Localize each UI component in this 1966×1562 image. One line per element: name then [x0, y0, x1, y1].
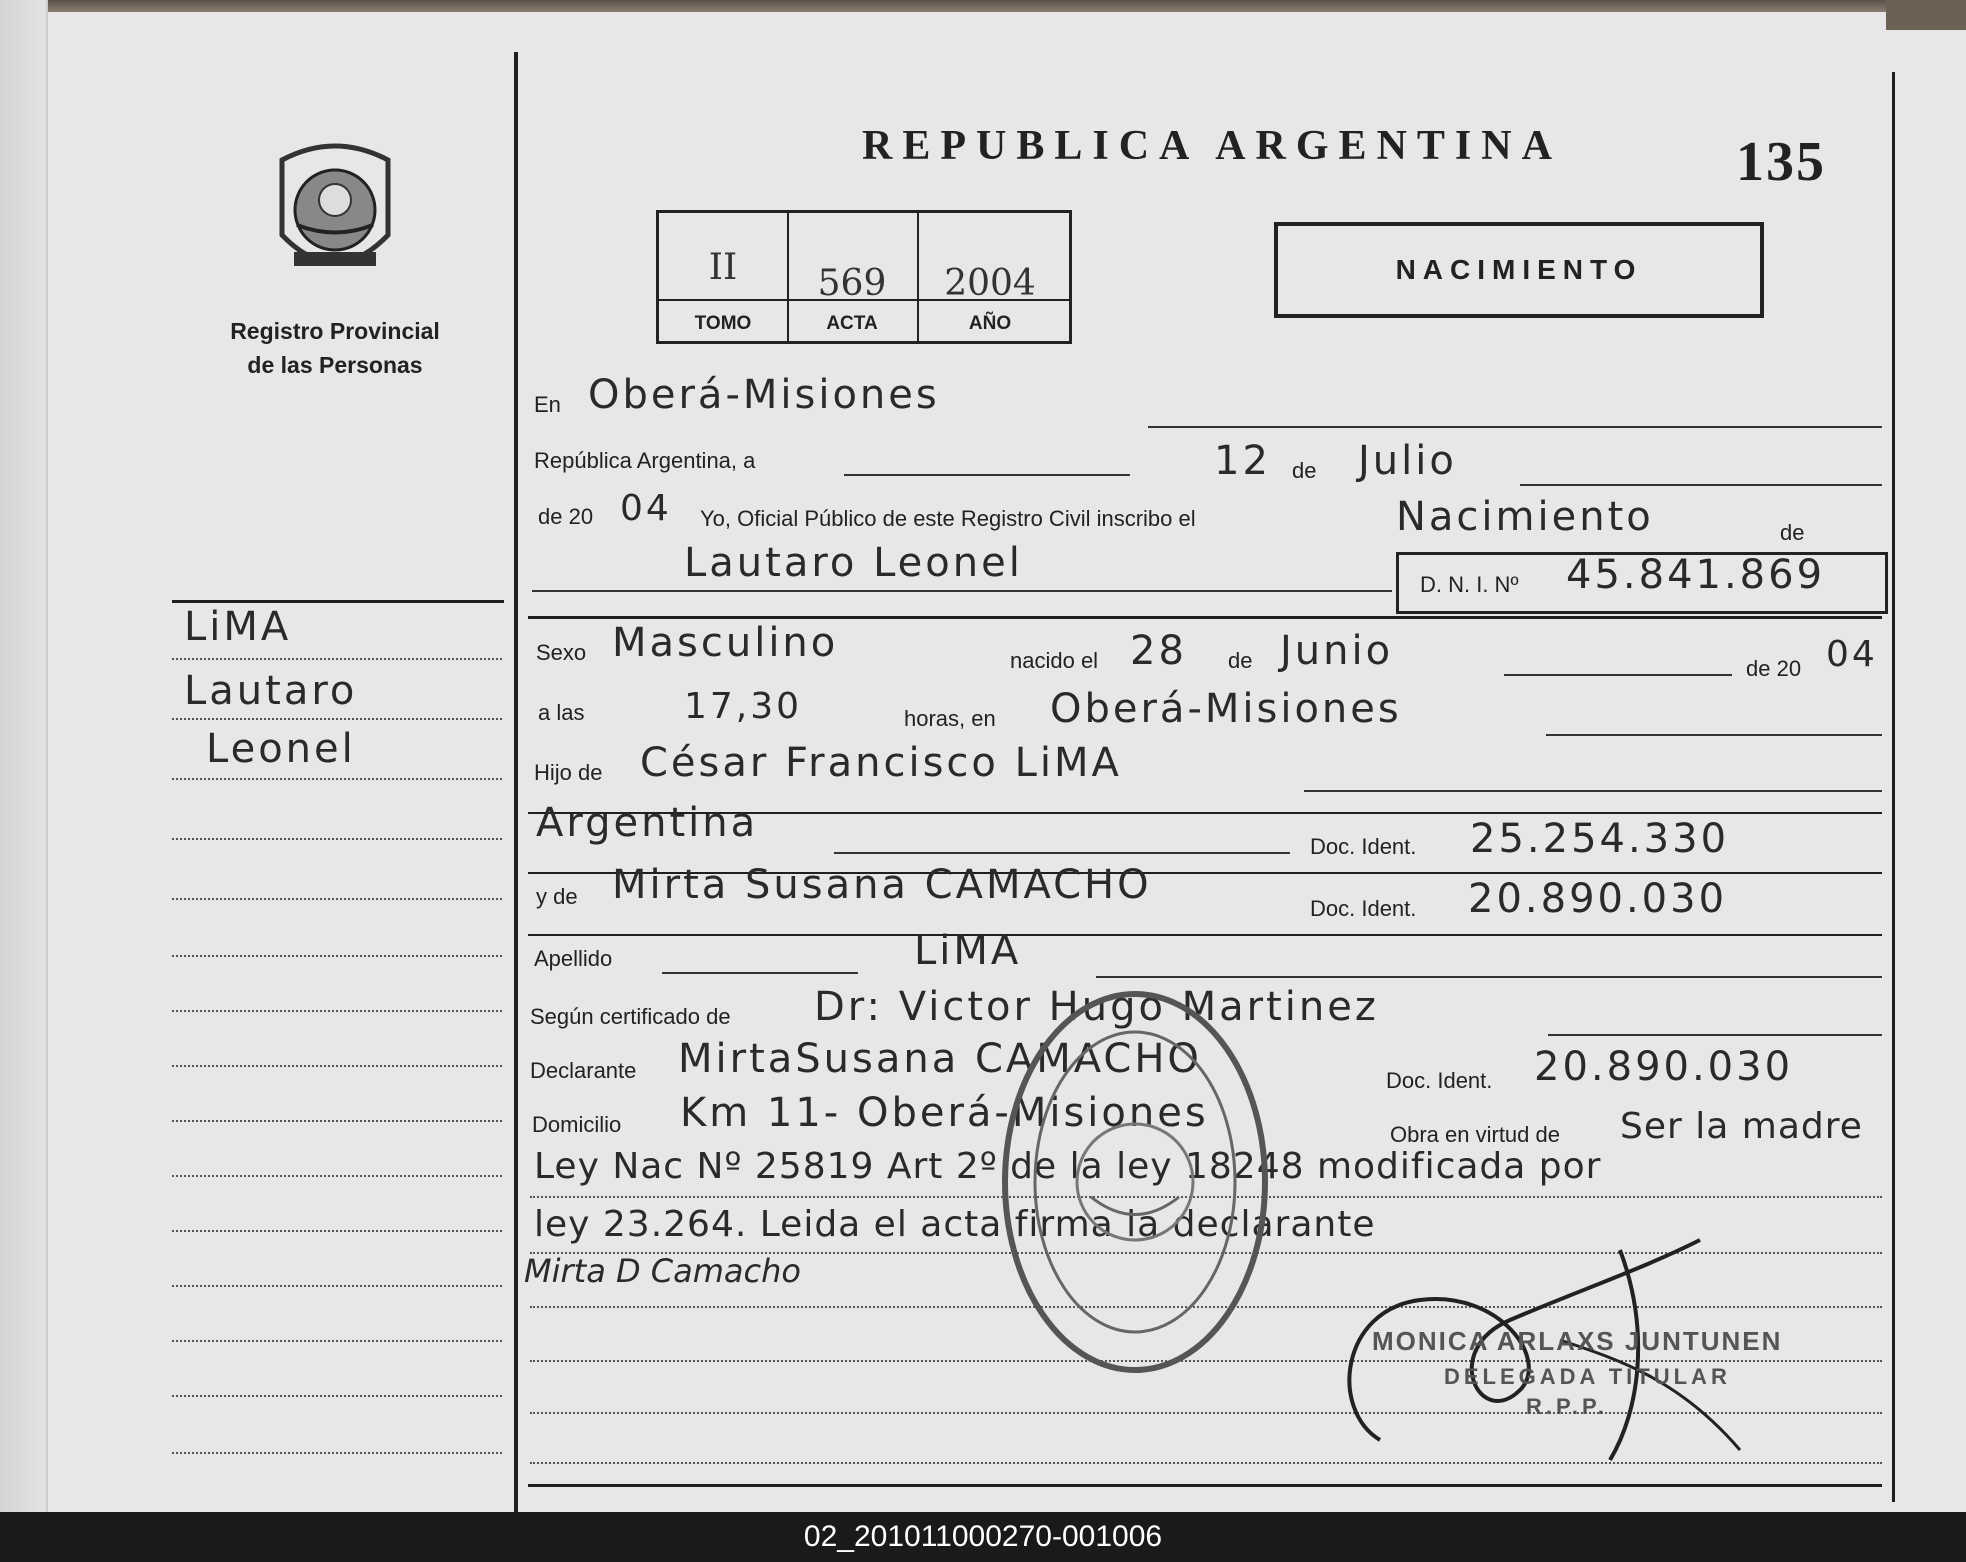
dni-label: D. N. I. Nº [1420, 572, 1519, 597]
note-line-1: Ley Nac Nº 25819 Art 2º de la ley 18248 modificada por [534, 1146, 1602, 1187]
form-line [1148, 426, 1882, 428]
form-line [532, 590, 1392, 592]
registry-name [200, 314, 470, 382]
doc-ident-label: Doc. Ident. [1386, 1068, 1493, 1093]
act-type-label: NACIMIENTO [1395, 254, 1643, 285]
margin-line [172, 1010, 502, 1012]
nacido-label: nacido el [1010, 648, 1099, 673]
ano-cell [917, 213, 1063, 341]
day-value: 12 [1214, 438, 1271, 484]
margin-surname: LiMA [184, 604, 292, 650]
acta-label: ACTA [826, 313, 878, 334]
yo-label: Yo, Oficial Público de este Registro Civil inscribo el [700, 506, 1196, 531]
form-line [1548, 1034, 1882, 1036]
birth-place-value: Oberá-Misiones [1050, 686, 1402, 732]
margin-line [172, 1452, 502, 1454]
officer-office: R.P.P. [1526, 1394, 1608, 1419]
tomo-cell [659, 213, 789, 341]
act-type-box [1274, 222, 1764, 318]
mother-doc: 20.890.030 [1468, 876, 1728, 922]
year-suffix-value: 04 [620, 488, 672, 529]
file-caption: 02_201011000270-001006 [803, 1520, 1163, 1553]
section-rule [528, 934, 1882, 936]
margin-line [172, 1285, 502, 1287]
de-label: de [1228, 648, 1253, 673]
right-border-rule [1892, 72, 1895, 1502]
month-value: Julio [1358, 438, 1457, 484]
margin-line [172, 1120, 502, 1122]
form-line [662, 972, 858, 974]
margin-line [172, 1175, 502, 1177]
horas-label: horas, en [904, 706, 996, 731]
birth-month-value: Junio [1280, 628, 1394, 674]
margin-line [172, 658, 502, 660]
ano-value: 2004 [944, 263, 1036, 304]
binding-fold [0, 0, 48, 1512]
form-line [1504, 674, 1732, 676]
document-title: REPUBLICA ARGENTINA [862, 123, 1562, 169]
domicilio-value: Km 11- Oberá-Misiones [680, 1090, 1209, 1136]
a-las-label: a las [538, 700, 585, 725]
section-rule [528, 1484, 1882, 1487]
domicilio-label: Domicilio [532, 1112, 622, 1137]
tomo-value: II [708, 247, 738, 288]
registry-line-2: de las Personas [247, 352, 423, 378]
form-line [1096, 976, 1882, 978]
child-name: Lautaro Leonel [684, 540, 1023, 586]
form-line [1304, 790, 1882, 792]
father-doc: 25.254.330 [1470, 816, 1730, 862]
de-label: de [1780, 520, 1805, 545]
note-line-2: ley 23.264. Leida el acta firma la declarante [534, 1204, 1376, 1245]
official-stamp-icon [996, 982, 1274, 1382]
mother-name: Mirta Susana CAMACHO [612, 862, 1152, 908]
record-table [656, 210, 1072, 344]
declarante-label: Declarante [530, 1058, 637, 1083]
page-corner-shadow [1886, 0, 1966, 30]
margin-first-name: Lautaro [184, 668, 358, 714]
form-line [1546, 734, 1882, 736]
document-number: 135 [1736, 131, 1826, 193]
declarante-doc: 20.890.030 [1534, 1044, 1794, 1090]
ano-label: AÑO [968, 313, 1012, 334]
declarante-signature: Mirta D Camacho [524, 1252, 801, 1290]
margin-second-name: Leonel [206, 726, 356, 772]
tomo-label: TOMO [694, 313, 752, 334]
section-rule [528, 616, 1882, 619]
y-de-label: y de [536, 884, 578, 909]
apellido-value: LiMA [914, 928, 1022, 974]
apellido-label: Apellido [534, 946, 613, 971]
form-line [834, 852, 1290, 854]
officer-title: DELEGADA TITULAR [1444, 1364, 1731, 1389]
registry-line-1: Registro Provincial [230, 318, 440, 344]
form-line [1520, 484, 1882, 486]
year-prefix-label: de 20 [1746, 656, 1802, 681]
de-label: de [1292, 458, 1317, 483]
act-value: Nacimiento [1396, 494, 1654, 540]
page-top-edge [0, 0, 1966, 12]
acta-cell [787, 213, 919, 341]
doc-ident-label: Doc. Ident. [1310, 896, 1417, 921]
margin-top-rule [172, 600, 504, 603]
margin-line [172, 778, 502, 780]
obra-label: Obra en virtud de [1390, 1122, 1560, 1147]
margin-line [172, 1230, 502, 1232]
en-label: En [534, 392, 561, 417]
birth-year-suffix: 04 [1826, 634, 1878, 675]
dni-value: 45.841.869 [1566, 552, 1826, 598]
father-name: César Francisco LiMA [640, 740, 1122, 786]
province-emblem-icon [272, 140, 398, 282]
hour-value: 17,30 [684, 686, 803, 727]
left-column-rule [514, 52, 518, 1512]
hijo-label: Hijo de [534, 760, 603, 785]
margin-line [172, 838, 502, 840]
sexo-value: Masculino [612, 620, 839, 666]
segun-label: Según certificado de [530, 1004, 731, 1029]
margin-line [172, 955, 502, 957]
en-value: Oberá-Misiones [588, 372, 940, 418]
margin-line [172, 1065, 502, 1067]
year-prefix-label: de 20 [538, 504, 594, 529]
declarante-value: MirtaSusana CAMACHO [678, 1036, 1202, 1082]
acta-value: 569 [817, 263, 887, 304]
margin-line [172, 1395, 502, 1397]
birth-day-value: 28 [1130, 628, 1187, 674]
republica-label: República Argentina, a [534, 448, 756, 473]
margin-line [172, 1340, 502, 1342]
obra-value: Ser la madre [1620, 1106, 1863, 1147]
certificate-value: Dr: Victor Hugo Martinez [814, 984, 1379, 1030]
sexo-label: Sexo [536, 640, 587, 665]
father-nationality: Argentina [536, 800, 759, 846]
margin-line [172, 898, 502, 900]
doc-ident-label: Doc. Ident. [1310, 834, 1417, 859]
form-line [844, 474, 1130, 476]
margin-line [172, 718, 502, 720]
officer-name: MONICA ARLAXS JUNTUNEN [1372, 1326, 1783, 1356]
